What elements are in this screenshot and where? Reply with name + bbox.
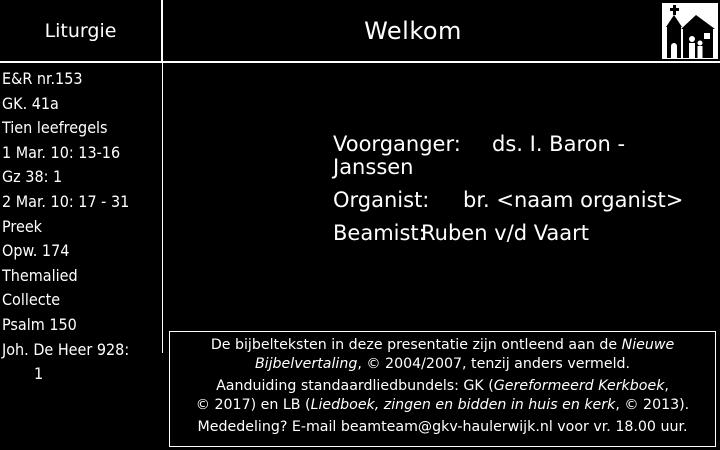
list-item: Opw. 174	[2, 241, 70, 261]
footer-notice	[169, 331, 716, 447]
footer-line	[170, 418, 715, 437]
horizontal-divider	[0, 61, 720, 63]
page-title: Welkom	[364, 16, 462, 45]
footer-line	[170, 355, 715, 374]
list-item: Collecte	[2, 290, 61, 310]
footer-text-italic: Nieuwe	[621, 337, 675, 353]
beamist-row	[333, 222, 683, 245]
list-item: GK. 41a	[2, 93, 59, 113]
list-item: Preek	[2, 216, 43, 236]
voorganger-label: Voorganger:	[333, 132, 461, 156]
list-item: 2 Mar. 10: 17 - 31	[2, 191, 130, 211]
list-item: Themalied	[2, 265, 78, 285]
voorganger-value-line1: ds. I. Baron -	[492, 132, 626, 156]
sidebar-divider	[162, 63, 163, 353]
sidebar-title: Liturgie	[44, 19, 117, 42]
footer-text: , © 2004/2007, tenzij anders vermeld.	[357, 356, 631, 372]
list-item: 1 Mar. 10: 13-16	[2, 142, 121, 162]
footer-line	[170, 336, 715, 355]
list-item: Gz 38: 1	[2, 167, 63, 187]
list-item: Psalm 150	[2, 314, 77, 334]
service-info	[333, 133, 683, 255]
list-item: Tien leefregels	[2, 118, 108, 138]
footer-text: Mededeling? E-mail beamteam@gkv-haulerwijk.nl voor vr. 18.00 uur.	[197, 419, 688, 435]
list-item: 1	[34, 364, 44, 384]
footer-text: ,	[664, 378, 669, 394]
list-item: Joh. De Heer 928:	[2, 339, 130, 359]
footer-text: , © 2013).	[615, 397, 690, 413]
footer-text-italic: Bijbelvertaling	[254, 356, 358, 372]
organist-value: br. <naam organist>	[463, 188, 684, 212]
organist-label: Organist:	[333, 188, 430, 212]
church-icon	[662, 3, 718, 59]
list-item: E&R nr.153	[2, 69, 83, 88]
footer-text: © 2017) en LB (	[195, 397, 311, 413]
footer-line	[170, 377, 715, 396]
footer-text: De bijbelteksten in deze presentatie zijn ontleend aan de	[210, 337, 622, 353]
footer-text-italic: Gereformeerd Kerkboek	[493, 378, 665, 394]
beamist-label: Beamist:	[333, 221, 426, 245]
voorganger-row	[333, 132, 683, 179]
footer-text: Aanduiding standaardliedbundels: GK (	[216, 378, 494, 394]
footer-text-italic: Liedboek, zingen en bidden in huis en kerk	[310, 397, 616, 413]
liturgy-list	[2, 67, 129, 387]
beamist-value: Ruben v/d Vaart	[421, 221, 590, 245]
voorganger-value-line2: Janssen	[333, 155, 414, 179]
organist-row	[333, 189, 683, 212]
footer-line	[170, 396, 715, 415]
